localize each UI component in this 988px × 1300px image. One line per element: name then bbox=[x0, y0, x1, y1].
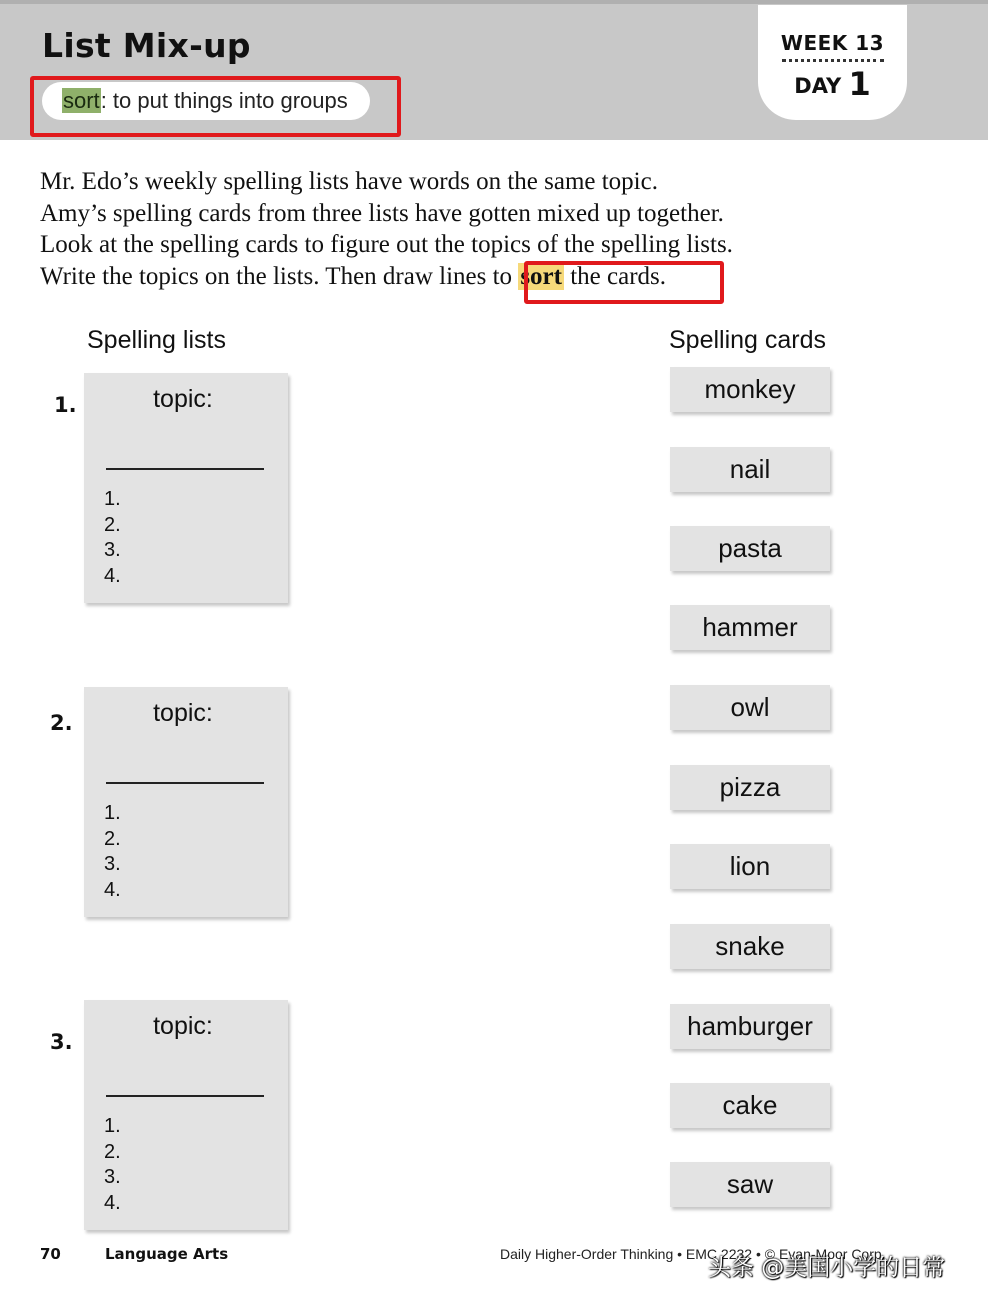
list-item: 1. bbox=[104, 802, 121, 824]
list-number: 1. bbox=[54, 393, 77, 417]
list-number: 2. bbox=[50, 711, 73, 735]
instruction-line: Mr. Edo’s weekly spelling lists have words on the same topic. bbox=[40, 168, 658, 195]
list-items bbox=[104, 801, 121, 903]
list-item: 2. bbox=[104, 1140, 121, 1163]
day-number: 1 bbox=[848, 65, 871, 103]
spelling-card-owl[interactable]: owl bbox=[670, 685, 830, 730]
spelling-lists-heading: Spelling lists bbox=[87, 326, 226, 354]
sort-highlight: sort bbox=[520, 262, 562, 290]
subject-label: Language Arts bbox=[105, 1245, 229, 1263]
vocab-definition-text: : to put things into groups bbox=[100, 88, 348, 113]
spelling-card-lion[interactable]: lion bbox=[670, 844, 830, 889]
week-day-tab bbox=[758, 5, 907, 120]
red-annotation-box-sort bbox=[524, 261, 724, 304]
list-item: 3. bbox=[104, 539, 121, 561]
day-label bbox=[758, 65, 907, 103]
spelling-card-pizza[interactable]: pizza bbox=[670, 765, 830, 810]
spelling-list-card bbox=[84, 1000, 288, 1230]
spelling-list-card bbox=[84, 687, 288, 917]
header-top-border bbox=[0, 0, 988, 4]
spelling-card-snake[interactable]: snake bbox=[670, 924, 830, 969]
spelling-card-pasta[interactable]: pasta bbox=[670, 526, 830, 571]
spelling-card-saw[interactable]: saw bbox=[670, 1162, 830, 1207]
topic-label: topic: bbox=[153, 385, 213, 413]
list-item: 3. bbox=[104, 853, 121, 875]
page-title: List Mix-up bbox=[42, 26, 251, 65]
list-item: 2. bbox=[104, 827, 121, 850]
list-items bbox=[104, 487, 121, 589]
instruction-text: Write the topics on the lists. Then draw lines to bbox=[40, 262, 519, 290]
list-item: 3. bbox=[104, 1166, 121, 1188]
page-number: 70 bbox=[40, 1245, 61, 1263]
list-items bbox=[104, 1114, 121, 1216]
vocab-word: sort bbox=[63, 88, 100, 113]
dotted-divider bbox=[782, 59, 884, 62]
list-item: 4. bbox=[104, 878, 121, 901]
instruction-line: Amy’s spelling cards from three lists have gotten mixed up together. bbox=[40, 199, 724, 227]
topic-label: topic: bbox=[153, 1012, 213, 1040]
spelling-card-hammer[interactable]: hammer bbox=[670, 605, 830, 650]
day-text: DAY bbox=[794, 74, 842, 98]
topic-blank-line[interactable] bbox=[106, 1095, 264, 1097]
topic-label: topic: bbox=[153, 699, 213, 727]
spelling-card-nail[interactable]: nail bbox=[670, 447, 830, 492]
list-item: 4. bbox=[104, 564, 121, 587]
watermark: 头条 @美国小学的日常 bbox=[708, 1255, 946, 1281]
list-item: 1. bbox=[104, 488, 121, 510]
spelling-card-cake[interactable]: cake bbox=[670, 1083, 830, 1128]
spelling-cards-heading: Spelling cards bbox=[669, 326, 827, 354]
topic-blank-line[interactable] bbox=[106, 782, 264, 784]
spelling-list-card bbox=[84, 373, 288, 603]
list-item: 4. bbox=[104, 1191, 121, 1214]
week-label: WEEK 13 bbox=[780, 31, 885, 55]
spelling-card-monkey[interactable]: monkey bbox=[670, 367, 830, 412]
list-item: 2. bbox=[104, 513, 121, 536]
list-item: 1. bbox=[104, 1115, 121, 1137]
spelling-card-hamburger[interactable]: hamburger bbox=[670, 1004, 830, 1049]
copyright-credit: Daily Higher-Order Thinking • EMC 2232 • © Evan-Moor Corp. bbox=[500, 1246, 886, 1262]
instruction-line: Look at the spelling cards to figure out the topics of the spelling lists. bbox=[40, 231, 733, 259]
list-number: 3. bbox=[50, 1030, 73, 1054]
red-annotation-box-vocab bbox=[30, 76, 401, 137]
instruction-text: the cards. bbox=[563, 262, 667, 290]
topic-blank-line[interactable] bbox=[106, 468, 264, 470]
